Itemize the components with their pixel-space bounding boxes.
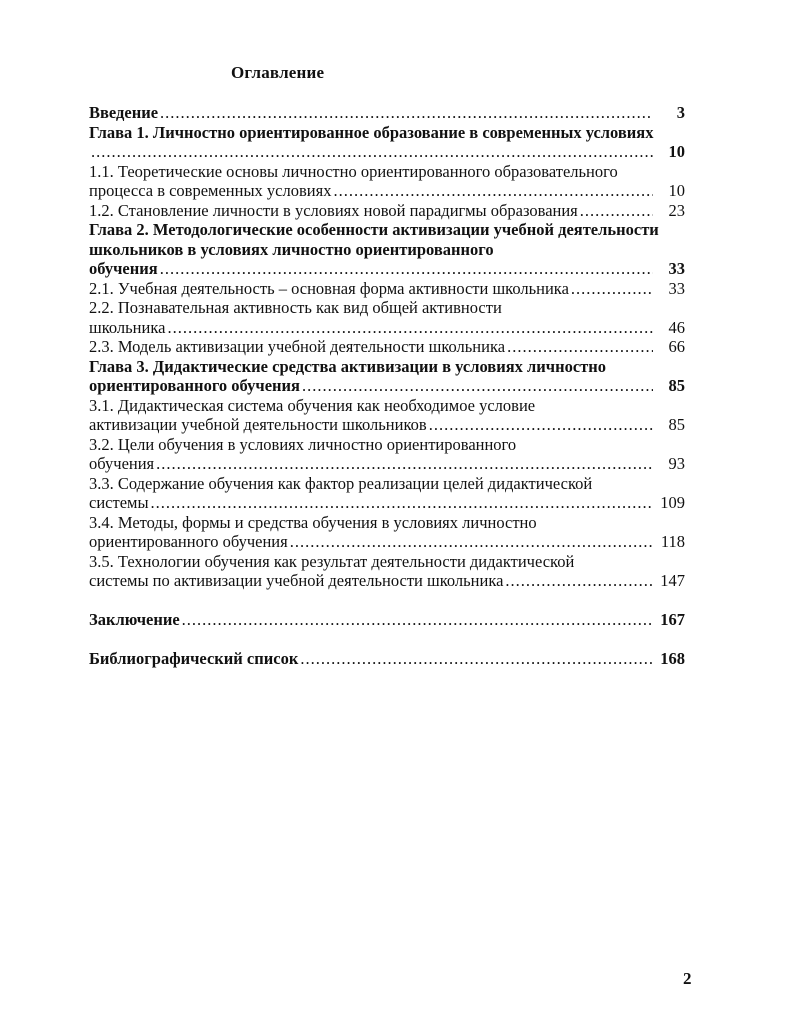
toc-entry-title: ориентированного обучения bbox=[89, 376, 300, 395]
toc-entry-title: Введение bbox=[89, 103, 159, 122]
toc-entry bbox=[89, 337, 689, 357]
toc-entry bbox=[89, 474, 689, 513]
toc-entry-leader-line bbox=[89, 649, 689, 669]
toc-entry bbox=[89, 123, 689, 162]
toc-page-number: 147 bbox=[660, 571, 685, 590]
toc-entry bbox=[89, 298, 689, 337]
toc-entry bbox=[89, 552, 689, 591]
toc-entry-line: 3.1. Дидактическая система обучения как необходимое условие bbox=[89, 395, 536, 415]
toc-page-number: 109 bbox=[660, 493, 685, 512]
toc-entry-line: Глава 1. Личностно ориентированное образование в современных условиях bbox=[89, 122, 654, 142]
dot-leader bbox=[151, 493, 653, 513]
toc-entry-title: Библиографический список bbox=[89, 649, 299, 668]
dot-leader bbox=[290, 532, 653, 552]
toc-page-number: 66 bbox=[668, 337, 685, 356]
toc-entry-leader-line bbox=[89, 493, 689, 513]
toc-entry bbox=[89, 103, 689, 123]
dot-leader bbox=[333, 181, 653, 201]
toc-page-number: 3 bbox=[676, 103, 685, 122]
toc-entry-leader-line bbox=[89, 201, 689, 221]
dot-leader bbox=[160, 103, 653, 123]
toc-entry-line: 2.2. Познавательная активность как вид общей активности bbox=[89, 298, 502, 317]
dot-leader bbox=[580, 201, 653, 221]
toc-entry bbox=[89, 435, 689, 474]
toc-entry-line: 3.3. Содержание обучения как фактор реализации целей дидактической bbox=[89, 473, 593, 493]
toc-entry-leader-line bbox=[89, 279, 689, 299]
toc-entry-line: школьников в условиях личностно ориентированного bbox=[89, 239, 494, 259]
toc-entry-leader-line bbox=[89, 571, 689, 591]
toc-page-number: 23 bbox=[668, 200, 685, 220]
dot-leader bbox=[167, 318, 653, 338]
toc-entry-title: активизации учебной деятельности школьников bbox=[89, 415, 427, 434]
toc-entry-line: Глава 3. Дидактические средства активизации в условиях личностно bbox=[89, 356, 607, 376]
toc-entry-title: системы по активизации учебной деятельности школьника bbox=[89, 571, 504, 590]
toc-entry-title: 1.2. Становление личности в условиях новой парадигмы образования bbox=[89, 200, 578, 220]
dot-leader bbox=[505, 571, 653, 591]
toc-entry-title: 2.3. Модель активизации учебной деятельности школьника bbox=[89, 337, 506, 356]
toc-entry bbox=[89, 279, 689, 299]
dot-leader bbox=[182, 610, 653, 630]
toc-entry-leader-line bbox=[89, 318, 689, 338]
toc-entry-title: школьника bbox=[89, 317, 166, 337]
toc-entry-line: 1.1. Теоретические основы личностно ориентированного образовательного bbox=[89, 161, 618, 181]
toc-entry bbox=[89, 357, 689, 396]
page-number: 2 bbox=[683, 969, 692, 988]
dot-leader bbox=[571, 279, 653, 299]
dot-leader bbox=[302, 376, 653, 396]
toc-page-number: 10 bbox=[668, 142, 685, 161]
toc-entry bbox=[89, 513, 689, 552]
toc-entry bbox=[89, 649, 689, 669]
toc-page-number: 85 bbox=[668, 415, 685, 434]
toc-entry-title: процесса в современных условиях bbox=[89, 181, 332, 200]
toc-page-number: 118 bbox=[660, 532, 685, 551]
toc-entry-title: ориентированного обучения bbox=[89, 532, 288, 551]
toc-entry-leader-line bbox=[89, 532, 689, 552]
toc-page-number: 33 bbox=[668, 278, 685, 298]
toc-entry-title: 2.1. Учебная деятельность – основная форма активности школьника bbox=[89, 278, 569, 298]
dot-leader bbox=[91, 142, 653, 162]
toc-page-number: 33 bbox=[668, 259, 685, 278]
toc-entry-leader-line bbox=[89, 337, 689, 357]
dot-leader bbox=[300, 649, 653, 669]
toc-entry-title: обучения bbox=[89, 454, 155, 473]
dot-leader bbox=[156, 454, 653, 474]
toc-page-number: 85 bbox=[668, 376, 685, 395]
toc-page-number: 93 bbox=[668, 454, 685, 473]
toc-entry-leader-line bbox=[89, 610, 689, 630]
toc-entry-line: 3.4. Методы, формы и средства обучения в условиях личностно bbox=[89, 512, 537, 532]
toc-page-number: 167 bbox=[660, 609, 685, 629]
toc-page-number: 46 bbox=[668, 317, 685, 337]
toc-page-number: 168 bbox=[660, 649, 685, 668]
toc-page-number: 10 bbox=[668, 181, 685, 200]
toc-entry-leader-line bbox=[89, 454, 689, 474]
dot-leader bbox=[160, 259, 653, 279]
table-of-contents bbox=[89, 103, 689, 669]
toc-entry-title: Заключение bbox=[89, 609, 180, 629]
dot-leader bbox=[507, 337, 653, 357]
dot-leader bbox=[429, 415, 653, 435]
toc-entry-leader-line bbox=[89, 415, 689, 435]
toc-entry-leader-line bbox=[89, 142, 689, 162]
toc-entry bbox=[89, 220, 689, 279]
toc-entry-leader-line bbox=[89, 259, 689, 279]
toc-entry bbox=[89, 610, 689, 630]
toc-entry-line: 3.2. Цели обучения в условиях личностно ориентированного bbox=[89, 434, 517, 454]
toc-entry-title: обучения bbox=[89, 259, 158, 278]
toc-entry bbox=[89, 396, 689, 435]
toc-entry-leader-line bbox=[89, 376, 689, 396]
toc-entry-line: 3.5. Технологии обучения как результат деятельности дидактической bbox=[89, 551, 575, 571]
toc-entry bbox=[89, 162, 689, 201]
toc-entry-title: системы bbox=[89, 493, 149, 512]
toc-entry bbox=[89, 201, 689, 221]
toc-title: Оглавление bbox=[231, 63, 325, 82]
toc-entry-leader-line bbox=[89, 181, 689, 201]
toc-entry-leader-line bbox=[89, 103, 689, 123]
toc-entry-line: Глава 2. Методологические особенности активизации учебной деятельности bbox=[89, 220, 659, 239]
